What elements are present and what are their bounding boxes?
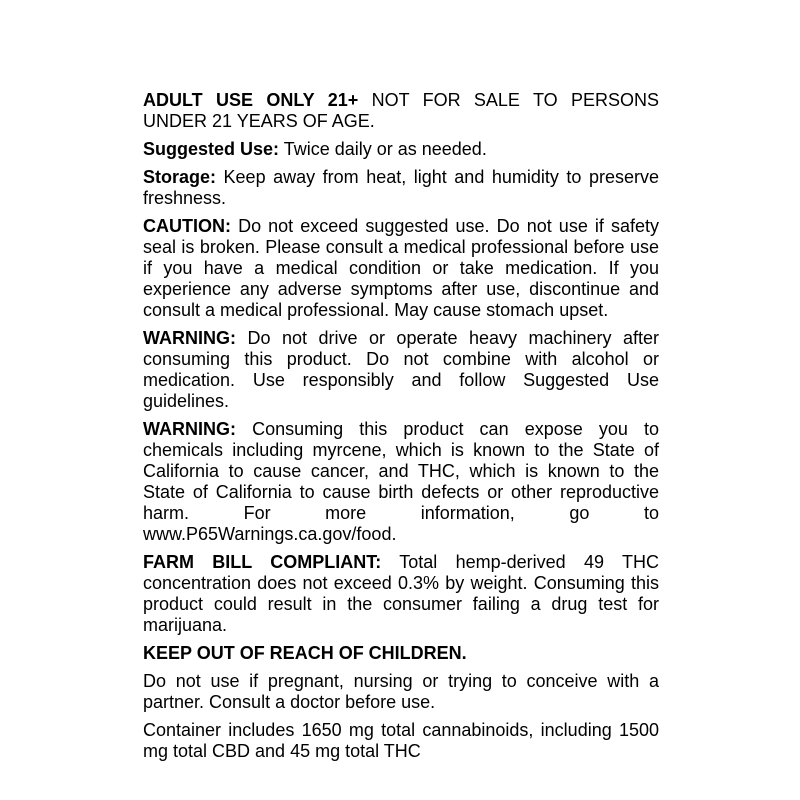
adult-use-text: NOT FOR SALE TO PERSONS UNDER 21 YEARS OF AGE. bbox=[143, 90, 659, 131]
warning-machinery bbox=[143, 328, 659, 412]
suggested-use bbox=[143, 139, 659, 160]
pregnancy-warning bbox=[143, 671, 659, 713]
caution-lead: CAUTION: bbox=[143, 216, 231, 236]
suggested-use-lead: Suggested Use: bbox=[143, 139, 280, 159]
storage-text: Keep away from heat, light and humidity to preserve freshness. bbox=[143, 167, 659, 208]
warning-prop65 bbox=[143, 419, 659, 545]
suggested-use-text: Twice daily or as needed. bbox=[279, 139, 487, 159]
keep-out-of-reach-lead: KEEP OUT OF REACH OF CHILDREN. bbox=[143, 643, 467, 663]
adult-use-warning bbox=[143, 90, 659, 132]
adult-use-lead: ADULT USE ONLY 21+ bbox=[143, 90, 359, 110]
cannabinoid-content-text: Container includes 1650 mg total cannabinoids, including 1500 mg total CBD and 45 mg total THC bbox=[143, 720, 659, 761]
warning-machinery-lead: WARNING: bbox=[143, 328, 236, 348]
caution-text: Do not exceed suggested use. Do not use if safety seal is broken. Please consult a medical professional before use if you have a medical condition or take medication. If you experience any adverse symptoms after use, discontinue and consult a medical professional. May cause stomach upset. bbox=[143, 216, 659, 320]
warning-label-document bbox=[143, 90, 659, 769]
cannabinoid-content bbox=[143, 720, 659, 762]
warning-machinery-text: Do not drive or operate heavy machinery after consuming this product. Do not combine with alcohol or medication. Use responsibly and follow Suggested Use guidelines. bbox=[143, 328, 659, 411]
pregnancy-warning-text: Do not use if pregnant, nursing or trying to conceive with a partner. Consult a doctor before use. bbox=[143, 671, 659, 712]
warning-prop65-lead: WARNING: bbox=[143, 419, 236, 439]
warning-prop65-text: Consuming this product can expose you to chemicals including myrcene, which is known to the State of California to cause cancer, and THC, which is known to the State of California to cause birth defects or other reproductive harm. For more information, go to www.P65Warnings.ca.gov/food. bbox=[143, 419, 659, 544]
farm-bill-text: Total hemp-derived 49 THC concentration does not exceed 0.3% by weight. Consuming this product could result in the consumer failing a drug test for marijuana. bbox=[143, 552, 659, 635]
keep-out-of-reach bbox=[143, 643, 659, 664]
storage-instructions bbox=[143, 167, 659, 209]
storage-lead: Storage: bbox=[143, 167, 217, 187]
farm-bill-compliance bbox=[143, 552, 659, 636]
caution-statement bbox=[143, 216, 659, 321]
farm-bill-lead: FARM BILL COMPLIANT: bbox=[143, 552, 382, 572]
